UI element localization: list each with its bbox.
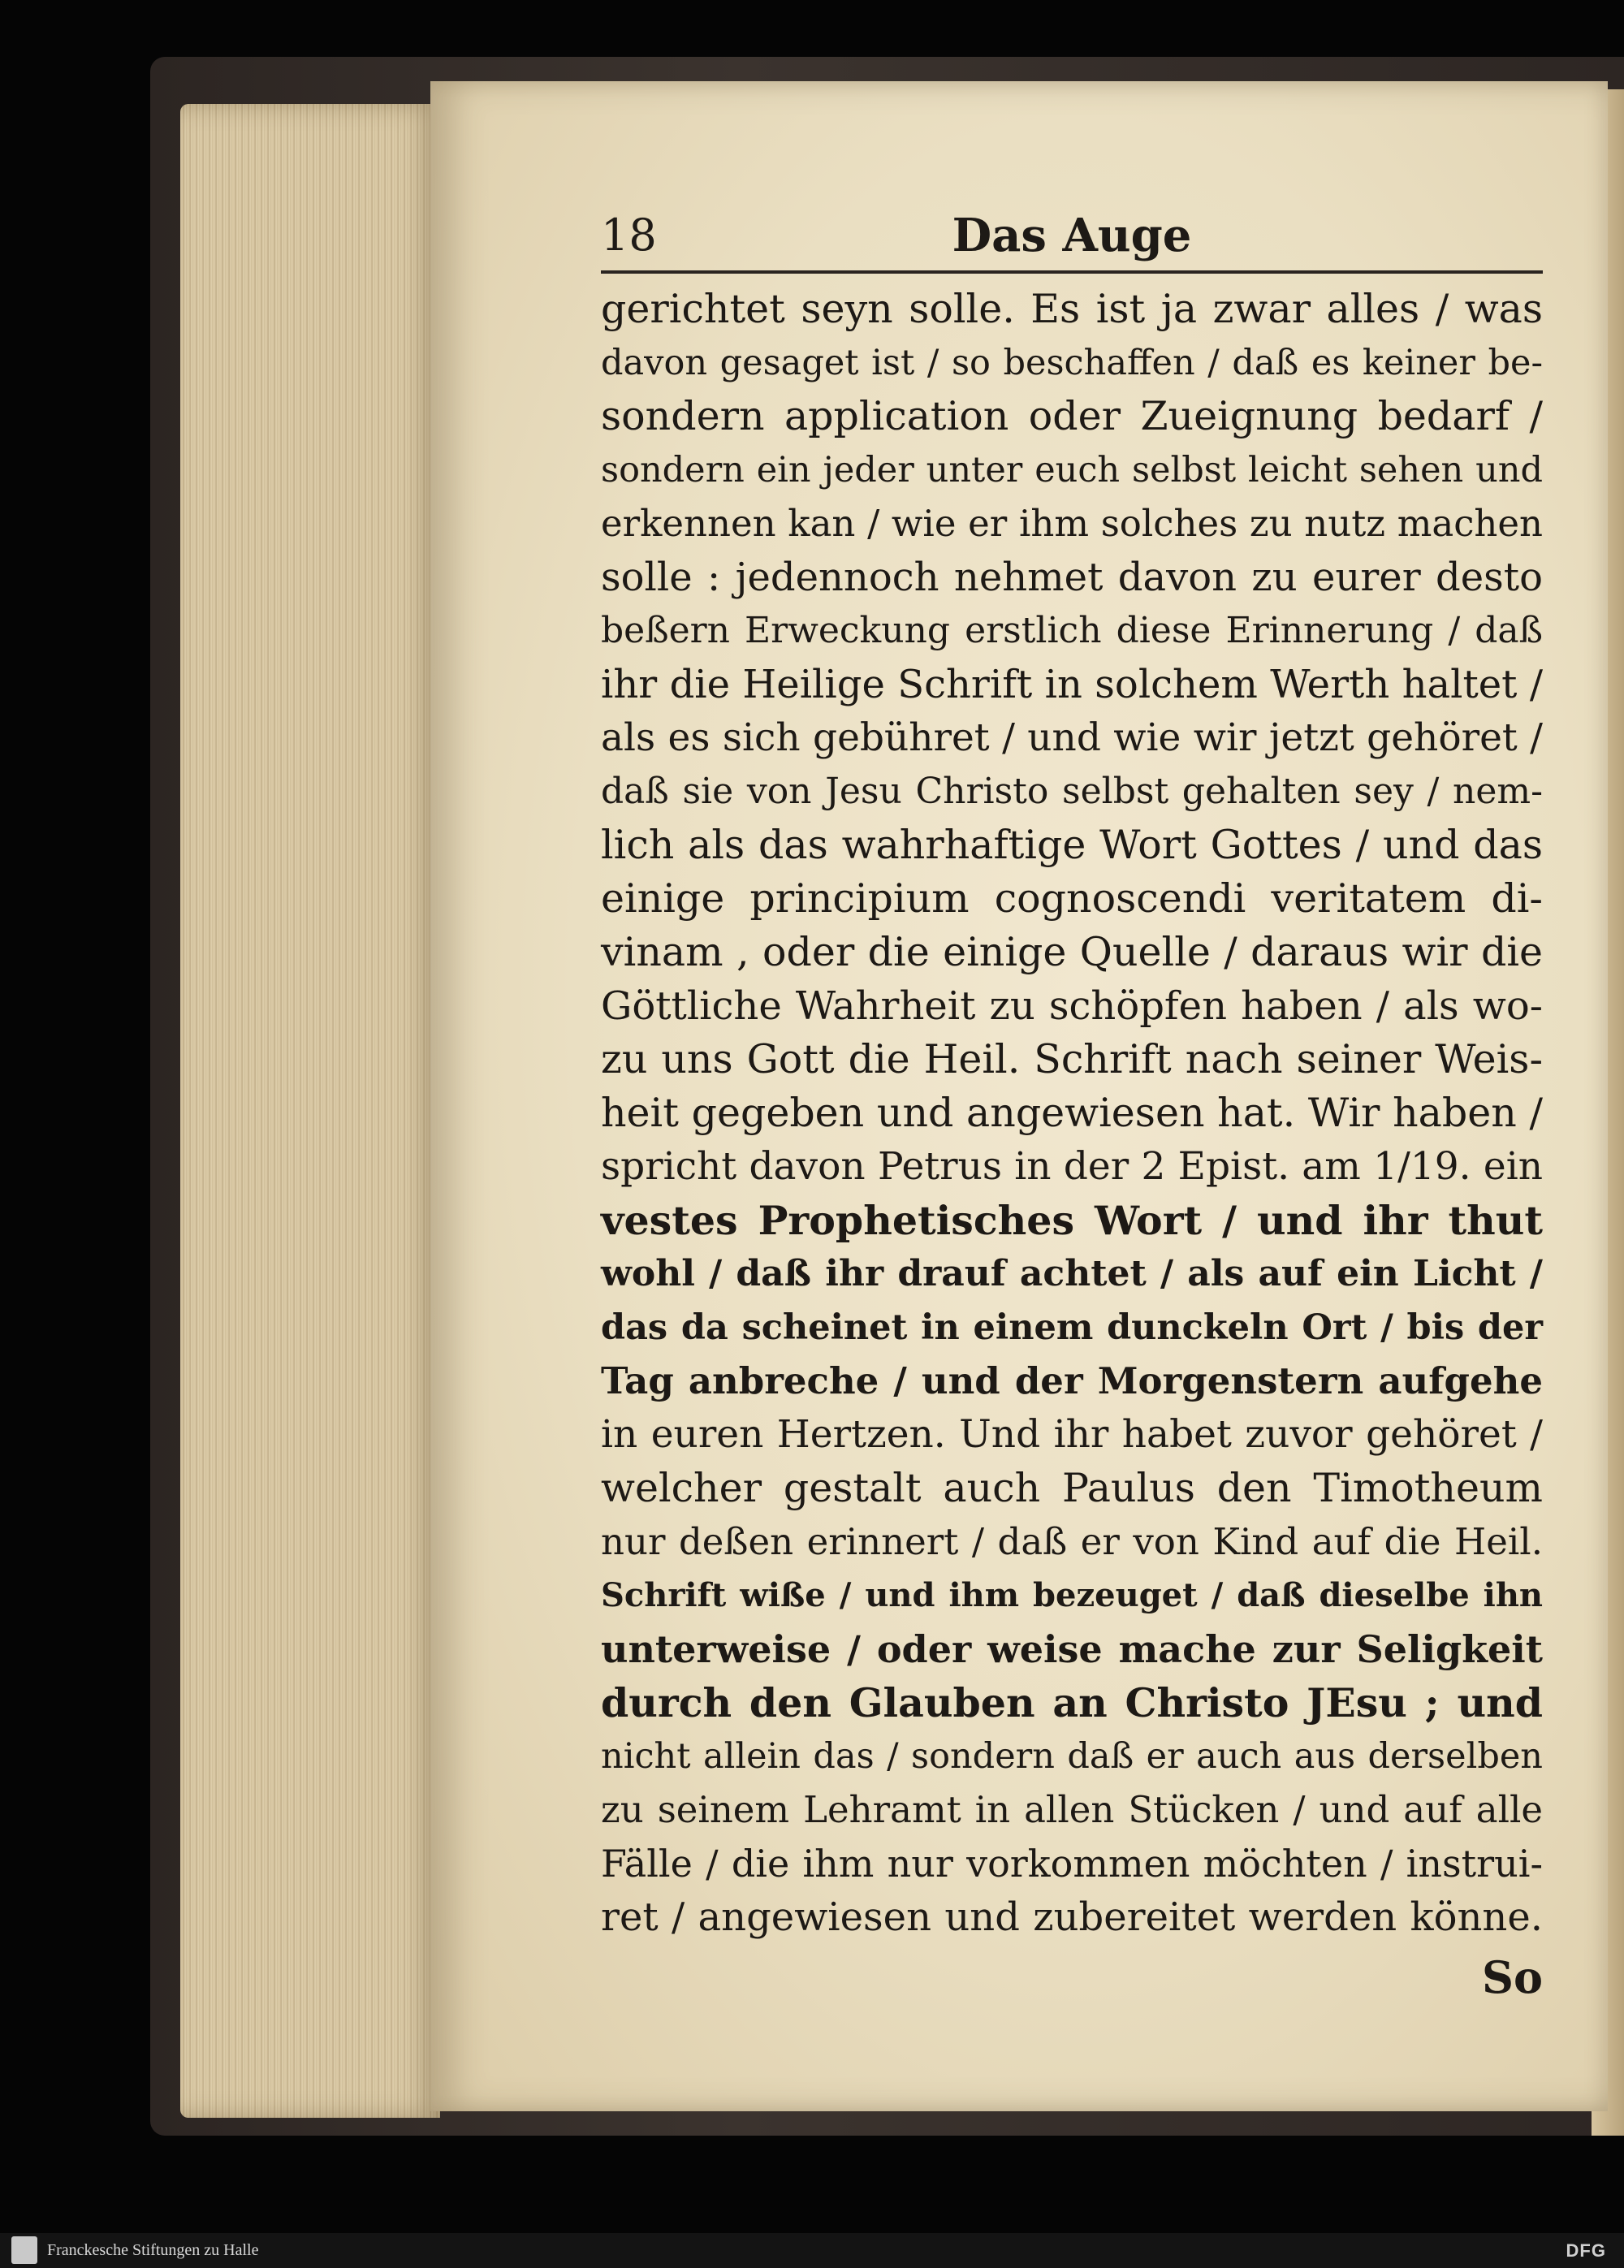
- text-line: spricht davon Petrus in der 2 Epist. am 1/19. ein: [601, 1144, 1543, 1189]
- text-line: solle : jedennoch nehmet davon zu eurer desto: [601, 555, 1543, 600]
- text-line: unterweise / oder weise mache zur Seligkeit: [601, 1627, 1543, 1671]
- text-line: einige principium cognoscendi veritatem di-: [601, 875, 1543, 922]
- text-line: Tag anbreche / und der Morgenstern aufgehe: [601, 1359, 1543, 1402]
- text-line: durch den Glauben an Christo JEsu ; und: [601, 1679, 1543, 1726]
- text-line: vinam , oder die einige Quelle / daraus wir die: [601, 929, 1543, 975]
- text-line: zu uns Gott die Heil. Schrift nach seiner Weis-: [601, 1036, 1543, 1082]
- text-line: heit gegeben und angewiesen hat. Wir haben /: [601, 1090, 1543, 1136]
- text-line: davon gesaget ist / so beschaffen / daß es keiner be-: [601, 343, 1543, 383]
- text-line: ihr die Heilige Schrift in solchem Werth haltet /: [601, 662, 1543, 707]
- text-line: zu seinem Lehramt in allen Stücken / und auf alle: [601, 1788, 1543, 1831]
- text-line: Fälle / die ihm nur vorkommen möchten / instrui-: [601, 1842, 1543, 1886]
- text-line: nicht allein das / sondern daß er auch aus derselben: [601, 1736, 1543, 1777]
- text-line: welcher gestalt auch Paulus den Timotheum: [601, 1465, 1543, 1511]
- printed-page: [430, 81, 1608, 2111]
- catchword: So: [1481, 1951, 1543, 2003]
- text-line: lich als das wahrhaftige Wort Gottes / und das: [601, 822, 1543, 868]
- institution-logo-icon: [11, 2236, 37, 2264]
- text-line: gerichtet seyn solle. Es ist ja zwar alles / was: [601, 286, 1543, 332]
- text-line: Göttliche Wahrheit zu schöpfen haben / als wo-: [601, 983, 1543, 1029]
- text-line: sondern ein jeder unter euch selbst leicht sehen und: [601, 450, 1543, 490]
- text-line: sondern application oder Zueignung bedarf /: [601, 393, 1543, 439]
- dfg-logo: DFG: [1566, 2240, 1606, 2261]
- footer-credit: Franckesche Stiftungen zu Halle: [47, 2241, 259, 2259]
- text-line: daß sie von Jesu Christo selbst gehalten sey / nem-: [601, 771, 1543, 812]
- page-edges: [180, 104, 440, 2118]
- text-line: in euren Hertzen. Und ihr habet zuvor gehöret /: [601, 1412, 1543, 1457]
- text-line: ret / angewiesen und zubereitet werden könne.: [601, 1894, 1543, 1940]
- text-line: das da scheinet in einem dunckeln Ort / bis der: [601, 1307, 1543, 1348]
- text-line: nur deßen erinnert / daß er von Kind auf die Heil.: [601, 1520, 1543, 1563]
- page-header: [601, 203, 1543, 268]
- text-line: vestes Prophetisches Wort / und ihr thut: [601, 1197, 1543, 1244]
- text-line: als es sich gebühret / und wie wir jetzt gehöret /: [601, 715, 1543, 760]
- page-number: 18: [601, 210, 657, 261]
- running-title: Das Auge: [952, 209, 1192, 262]
- text-line: beßern Erweckung erstlich diese Erinnerung / daß: [601, 610, 1543, 651]
- text-line: Schrift wiße / und ihm bezeuget / daß dieselbe ihn: [601, 1576, 1543, 1614]
- body-text: [601, 283, 1543, 1944]
- text-line: erkennen kan / wie er ihm solches zu nutz machen: [601, 502, 1543, 545]
- header-rule: [601, 270, 1543, 274]
- footer-bar: [0, 2233, 1624, 2268]
- text-line: wohl / daß ihr drauf achtet / als auf ein Licht /: [601, 1253, 1543, 1294]
